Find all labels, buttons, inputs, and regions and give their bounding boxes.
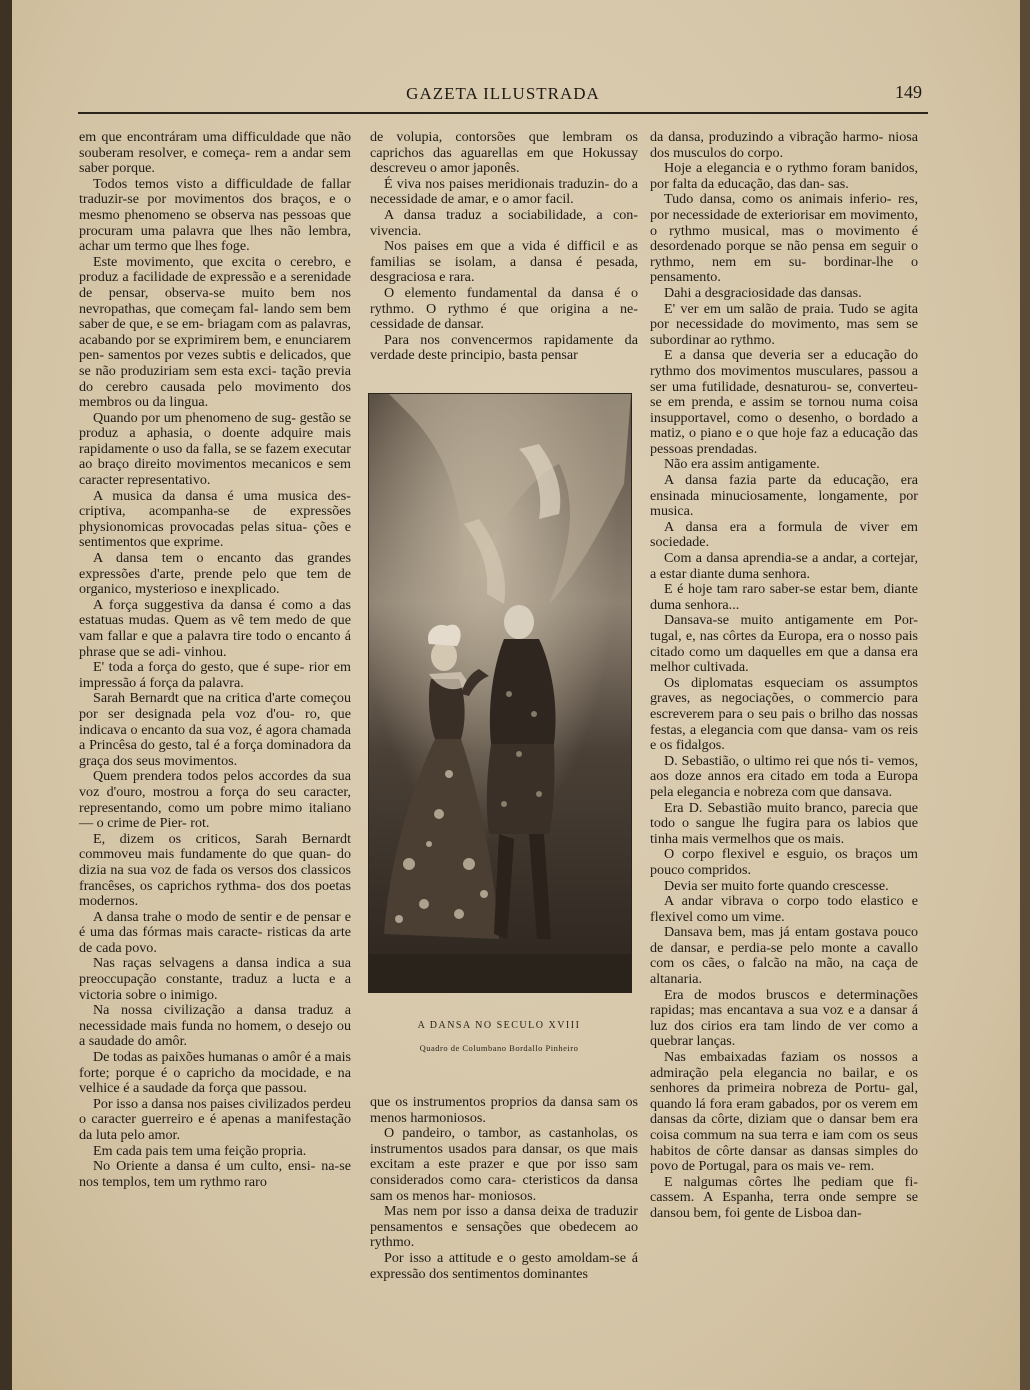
paragraph: A dansa trahe o modo de sentir e de pensar e é uma das fórmas mais caracte- risticas da arte de cada povo. — [79, 908, 351, 956]
paragraph: Na nossa civilização a dansa traduz a necessidade mais funda no homem, o desejo ou a saudade do amôr. — [79, 1002, 351, 1050]
paragraph: Todos temos visto a difficuldade de fallar traduzir-se por movimentos dos braços, e o mesmo phenomeno se observa nas pessoas que procuram uma palavra que lhes não lembra, achar um termo que lhes foge. — [79, 175, 351, 255]
figure-caption-title: A DANSA NO SECULO XVIII — [417, 1020, 581, 1031]
paragraph: Não era assim antigamente. — [664, 456, 820, 473]
paragraph: De todas as paixões humanas o amôr é a mais forte; porque é o capricho da mocidade, e na velhice é a saudade da força que passou. — [79, 1049, 351, 1097]
paragraph: Dansava bem, mas já entam gostava pouco de dansar, e perdia-se pelo monte a cavallo com os cães, o falcão na mão, na caça de altanaria. — [650, 924, 918, 988]
paragraph: Com a dansa aprendia-se a andar, a cortejar, a estar diante duma senhora. — [650, 550, 918, 582]
paragraph: Devia ser muito forte quando crescesse. — [664, 877, 889, 894]
paragraph: E' toda a força do gesto, que é supe- rior em impressão á força da palavra. — [79, 659, 351, 691]
paragraph: em que encontráram uma difficuldade que não souberam resolver, e começa- rem a andar sem saber porque. — [79, 129, 351, 177]
publication-title: GAZETA ILLUSTRADA — [406, 84, 600, 103]
binding-edge — [0, 0, 12, 1390]
paragraph: Por isso a attitude e o gesto amoldam-se á expressão dos sentimentos dominantes — [370, 1249, 638, 1282]
paragraph: Quem prendera todos pelos accordes da sua voz d'ouro, mostrou a força do seu caracter, representando, como um pobre mimo italiano — o crime de Pier- rot. — [79, 768, 351, 832]
paragraph: A andar vibrava o corpo todo elastico e flexivel como um vime. — [650, 893, 918, 925]
paragraph: Tudo dansa, como os animais inferio- res, por necessidade de exteriorisar em movimento, o rythmo musical, mas o movimento é desordenado porque se não pensa em seguir o rythmo, nem em su- bordinar-lhe o pensamento. — [650, 191, 918, 286]
paragraph: A musica da dansa é uma musica des- criptiva, acompanha-se de expressões physionomicas provocadas pelas situa- ções e sentimentos que exprime. — [79, 487, 351, 551]
paragraph: de volupia, contorsões que lembram os caprichos das aguarellas em que Hokussay descreveu o amor japonês. — [370, 129, 638, 177]
paragraph: Por isso a dansa nos paises civilizados perdeu o caracter guerreiro e é apenas a manifestação da luta pelo amor. — [79, 1095, 351, 1143]
paragraph: A força suggestiva da dansa é como a das estatuas mudas. Quem as vê tem medo de que vam fallar e que a palavra tire todo o encanto á phrase que se adi- vinhou. — [79, 596, 351, 660]
paragraph: Dahi a desgraciosidade das dansas. — [664, 284, 862, 301]
column-1 — [79, 130, 351, 1190]
paragraph: A dansa tem o encanto das grandes expressões d'arte, prende pelo que tem de organico, mysterioso e inexplicado. — [79, 550, 351, 598]
paragraph: E nalgumas côrtes lhe pediam que fi- cassem. A Espanha, terra onde sempre se dansou bem, foi gente de Lisboa dan- — [650, 1173, 918, 1221]
paragraph: Quando por um phenomeno de sug- gestão se produz a aphasia, o doente adquire mais rapidamente o uso da falla, se se fazem executar ao braço direito movimentos mecanicos e sem caracter representativo. — [79, 409, 351, 489]
page-number: 149 — [895, 82, 922, 102]
paragraph: A dansa era a formula de viver em sociedade. — [650, 518, 918, 551]
paragraph: Nas embaixadas faziam os nossos a admiração pela elegancia no bailar, e os senhores da primeira nobreza de Portu- gal, quando lá fora eram gabados, por os verem em dansas da côrte, diziam que o dansar bem era coisa commum na sua terra e iam com os seus habitos de côrte dansar as dansas simples do povo de Portugal, para os mais ve- rem. — [650, 1049, 918, 1175]
paragraph: Para nos convencermos rapidamente da verdade deste principio, basta pensar — [370, 331, 638, 364]
paragraph: E é hoje tam raro saber-se estar bem, diante duma senhora... — [650, 581, 918, 613]
paragraph: Em cada pais tem uma feição propria. — [93, 1142, 307, 1159]
paragraph: E, dizem os criticos, Sarah Bernardt commoveu mais fundamente do que quan- do dizia na sua voz de fada os versos dos classicos francêses, os caprichos rythma- dos dos poetas modernos. — [79, 830, 351, 910]
newspaper-page — [12, 0, 1020, 1390]
paragraph: E a dansa que deveria ser a educação do rythmo dos movimentos musculares, passou a ser uma futilidade, desnaturou- se, converteu-se em prenda, e assim se tornou numa coisa insupportavel, como o desenho, o bordado a matiz, o piano e o que hoje faz a educação das pessoas prendadas. — [650, 347, 918, 457]
paragraph: Hoje a elegancia e o rythmo foram banidos, por falta da educação, das dan- sas. — [650, 160, 918, 192]
column-3 — [650, 130, 918, 1222]
illustration-dance-painting — [368, 393, 632, 993]
figure-caption-credit: Quadro de Columbano Bordallo Pinheiro — [419, 1043, 579, 1053]
painting-image — [369, 394, 631, 992]
paragraph: A dansa traduz a sociabilidade, a con- vivencia. — [370, 206, 638, 239]
paragraph: E' ver em um salão de praia. Tudo se agita por necessidade do movimento, mas sem se subordinar ao rythmo. — [650, 300, 918, 348]
paragraph: Nas raças selvagens a dansa indica a sua preoccupação constante, traduz a lucta e a victoria sobre o inimigo. — [79, 955, 351, 1003]
column-2-bottom — [370, 1095, 638, 1282]
paragraph: que os instrumentos proprios da dansa sam os menos harmoniosos. — [370, 1094, 638, 1126]
paragraph: Sarah Bernardt que na critica d'arte começou por ser designada pela voz d'ou- ro, que indicava o encanto da sua voz, é agora chamada a Princêsa do gesto, tal é a força dominadora da graça dos seus movimentos. — [79, 690, 351, 769]
paragraph: Era de modos bruscos e determinações rapidas; mas encantava a sua voz e a dansar á luz dos cirios era tam lindo de ver como a quebrar lanças. — [650, 986, 918, 1050]
paragraph: Os diplomatas esqueciam os assumptos graves, as negociações, o commercio para escreverem para o seu pais o brilho das nossas festas, a elegancia com que dansa- vam os reis e os fidalgos. — [650, 674, 918, 754]
paragraph: No Oriente a dansa é um culto, ensi- na-se nos templos, tem um rythmo raro — [79, 1158, 351, 1190]
paragraph: Dansava-se muito antigamente em Por- tugal, e, nas côrtes da Europa, era o nosso pais citado como um daquelles em que a dansa era melhor cultivada. — [650, 612, 918, 676]
paragraph: Era D. Sebastião muito branco, parecia que todo o sangue lhe fugira para os labios que tinha mais vermelhos que os mais. — [650, 799, 918, 847]
paragraph: O elemento fundamental da dansa é o rythmo. O rythmo é que origina a ne- cessidade de dansar. — [370, 284, 638, 333]
paragraph: Nos paises em que a vida é difficil e as familias se isolam, a dansa é pesada, desgraciosa e rara. — [370, 238, 638, 286]
paragraph: O pandeiro, o tambor, as castanholas, os instrumentos usados para dansar, os que mais excitam a este prazer e que por isso sam considerados como cara- cteristicos da dansa sam os menos har- moniosos. — [370, 1125, 638, 1204]
paragraph: Este movimento, que excita o cerebro, e produz a facilidade de expressão e a serenidade de pensar, observa-se muito bem nos nevropathas, que começam fal- lando sem bem saber de que, e se em- briagam com as palavras, acabando por se exprimirem bem, e enunciarem pen- samentos por vezes subtis e delicados, que se não produziriam sem esta exci- tação previa do cerebro causada pelo movimento dos membros ou da lingua. — [79, 253, 351, 411]
paragraph: O corpo flexivel e esguio, os braços um pouco compridos. — [650, 846, 918, 878]
paragraph: D. Sebastião, o ultimo rei que nós ti- vemos, aos doze annos era citado em toda a Europa pela elegancia e nobreza com que dansava. — [650, 752, 918, 800]
paragraph: A dansa fazia parte da educação, era ensinada minuciosamente, longamente, por musica. — [650, 472, 918, 520]
paragraph: da dansa, produzindo a vibração harmo- niosa dos musculos do corpo. — [650, 129, 918, 161]
paragraph: Mas nem por isso a dansa deixa de traduzir pensamentos e sensações que obedecem ao rythmo. — [370, 1203, 638, 1251]
page-header — [78, 80, 928, 114]
paragraph: É viva nos paises meridionais traduzin- do a necessidade de amar, e o amor facil. — [370, 175, 638, 208]
column-2-top — [370, 130, 638, 364]
